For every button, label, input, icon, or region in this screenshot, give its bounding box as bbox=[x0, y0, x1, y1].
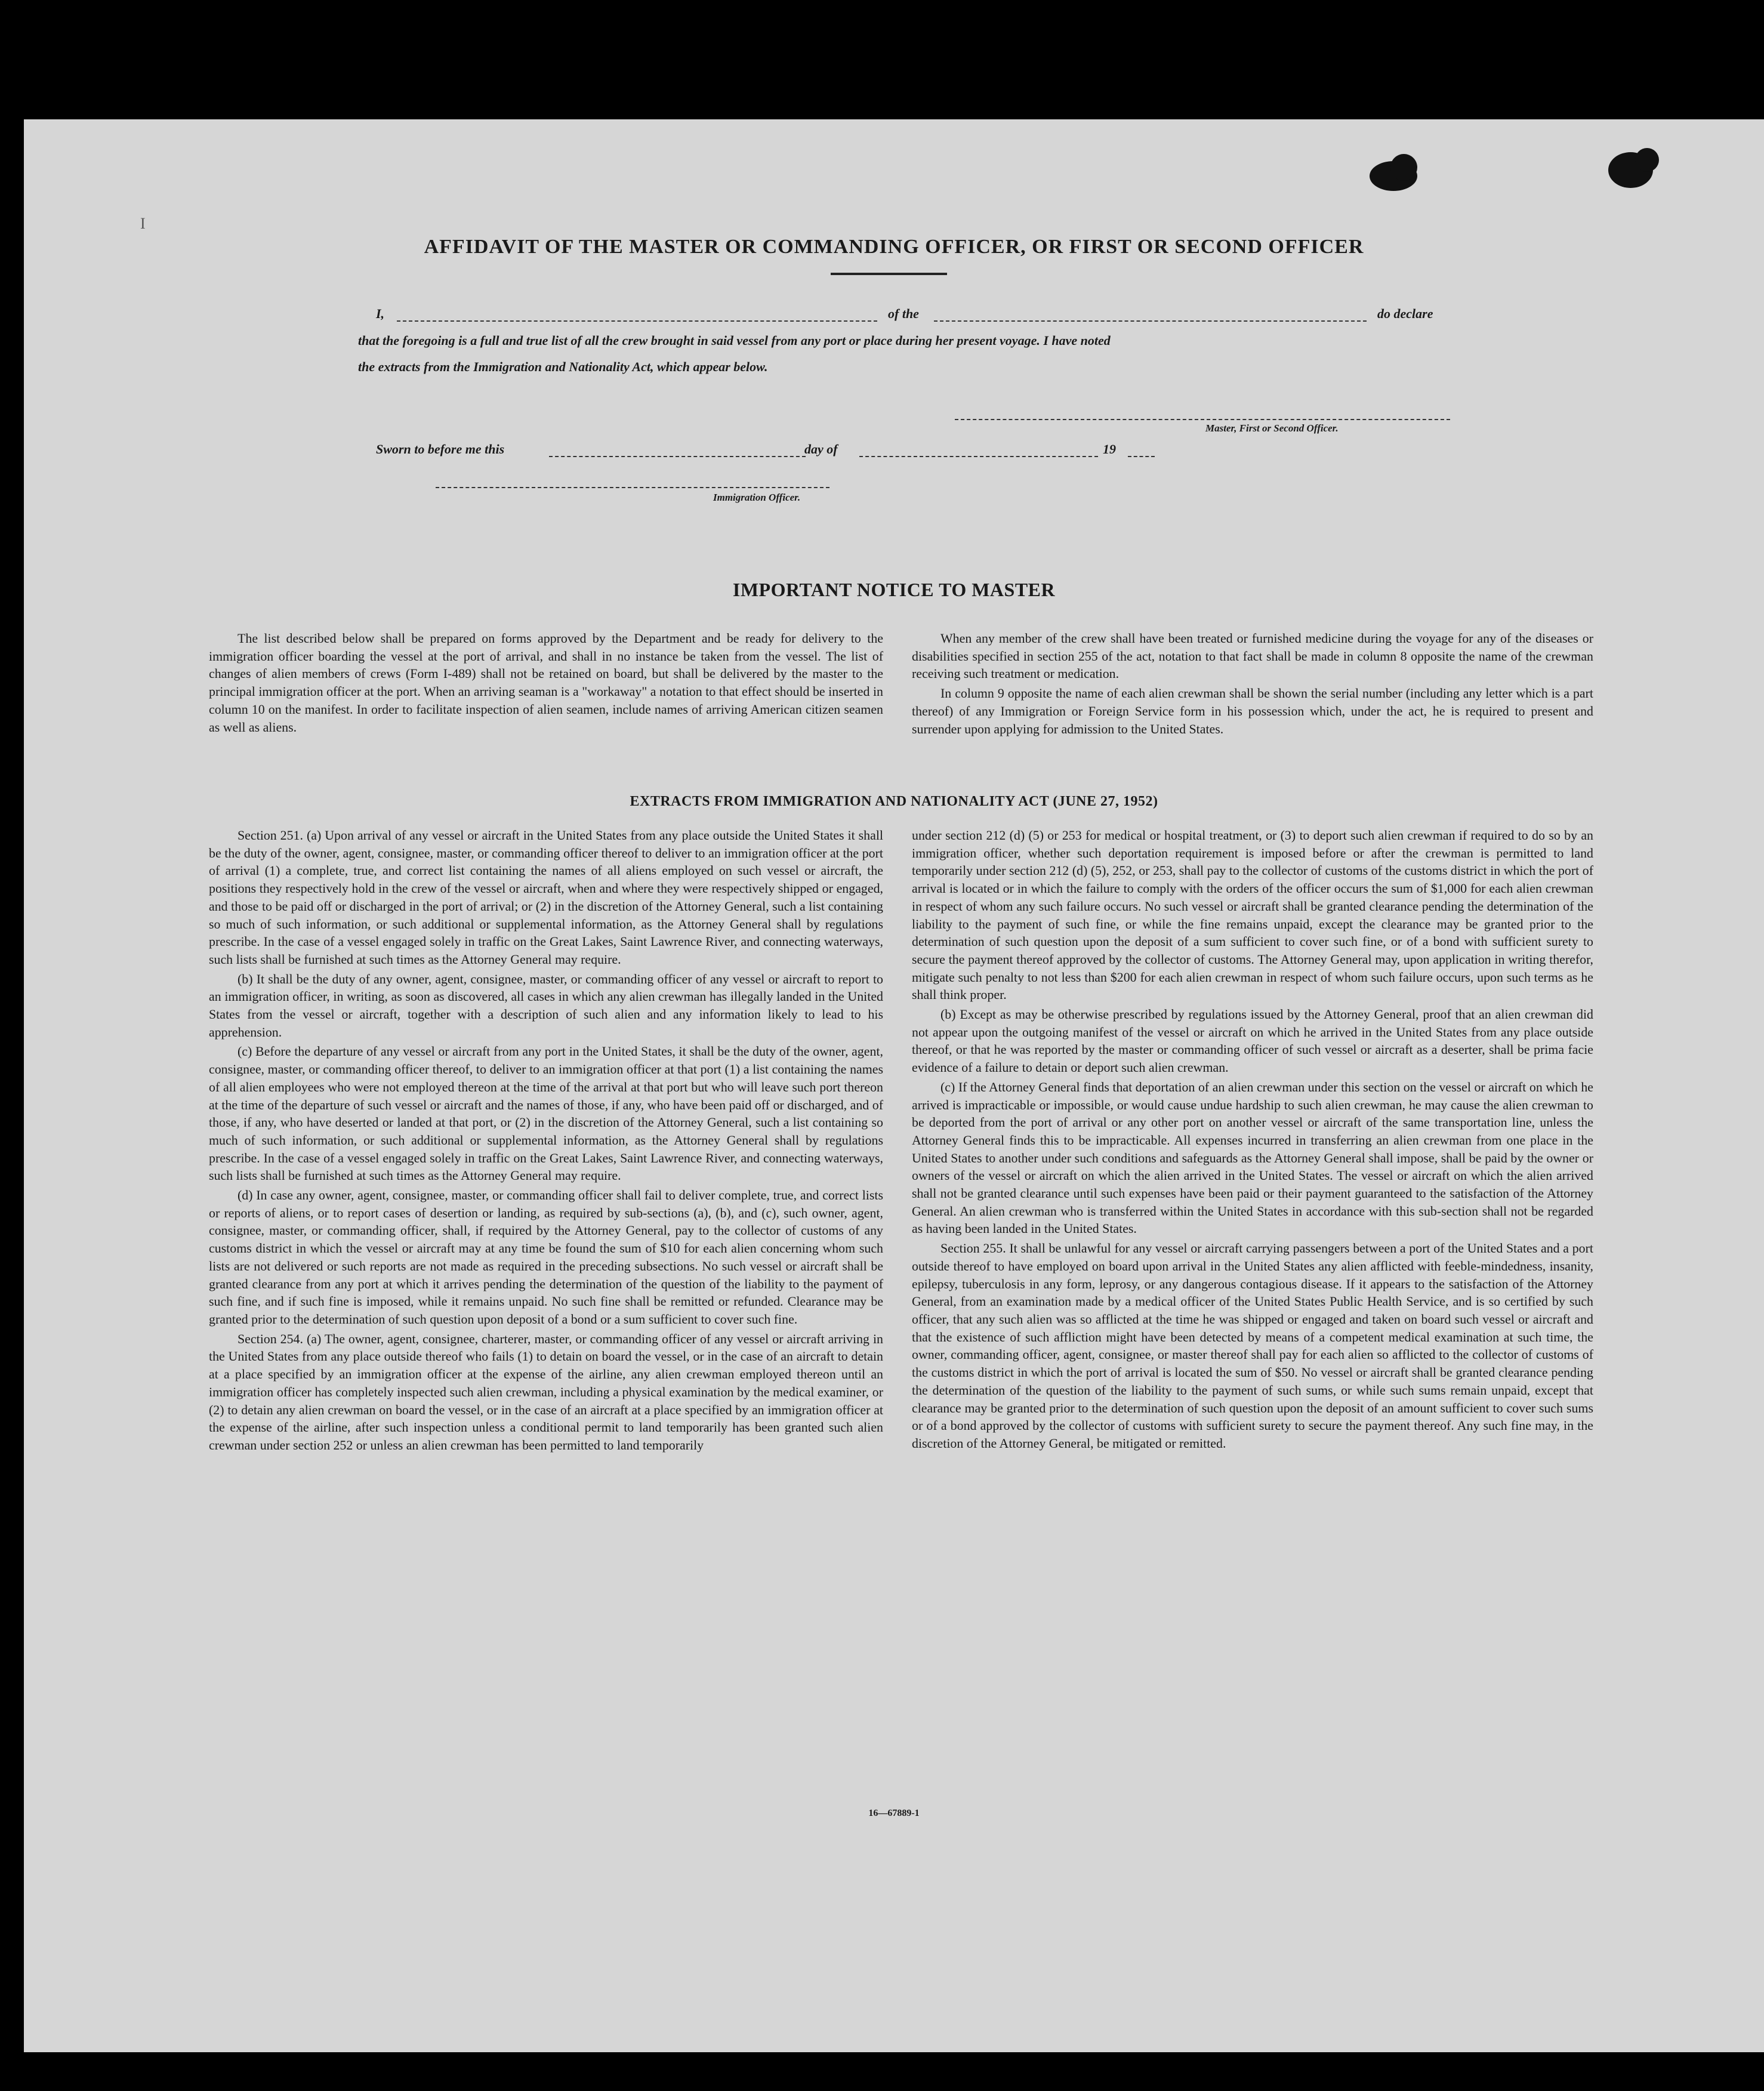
ink-blot bbox=[1390, 154, 1417, 181]
notice-paragraph: In column 9 opposite the name of each alien crewman shall be shown the serial number (including any letter which is a part thereof) of any Immigration or Foreign Service form in his possession which, under the act, he is required to present and surrender upon applying for admission to the United States. bbox=[912, 686, 1593, 736]
extract-paragraph: (c) If the Attorney General finds that deportation of an alien crewman under this section on the vessel or aircraft on which he arrived is impracticable or impossible, or would cause undue hardship to such alien crewman, he may cause the alien crewman to be deported from the port of arrival or any other port on another vessel or aircraft of the same transportation line, unless the Attorney General finds this to be impracticable. All expenses incurred in transferring an alien crewman from one place in the United States to another under such conditions and safeguards as the Attorney General shall impose, shall be paid by the owner or owners of the vessel or aircraft on which the alien arrived in the United States. The vessel or aircraft on which the alien arrived shall not be granted clearance until such expenses have been paid or their payment guaranteed to the satisfaction of the Attorney General. An alien crewman who is transferred within the United States in accordance with this sub-section shall not be regarded as having been landed in the United States. bbox=[912, 1079, 1593, 1236]
document-page bbox=[24, 119, 1764, 2052]
sworn-month-field[interactable] bbox=[859, 456, 1098, 457]
day-of-label: day of bbox=[804, 442, 838, 457]
extract-paragraph: (d) In case any owner, agent, consignee, master, or commanding officer shall fail to deliver complete, true, and correct lists or reports of aliens, or to report cases of desertion or landing, as required by sub-sections (a), (b), and (c), such owner, agent, consignee, master, or commanding officer, shall, if required by the Attorney General, pay to the collector of customs of any customs district in which the vessel or aircraft may at any time be found the sum of $10 for each alien concerning whom such lists are not delivered or such reports are not made as required in the preceding subsections. No such vessel or aircraft shall be granted clearance from any port at which it arrives pending the determination of the question of the liability to the payment of such fine, and if such fine is imposed, while it remains unpaid. No such fine shall be remitted or refunded. Clearance may be granted prior to the determination of such question upon deposit of a bond or a sum sufficient to cover such fine. bbox=[209, 1188, 883, 1327]
notice-title: IMPORTANT NOTICE TO MASTER bbox=[732, 579, 1056, 600]
extract-paragraph: (c) Before the departure of any vessel or aircraft from any port in the United States, it shall be the duty of the owner, agent, consignee, master, or commanding officer thereof, to deliver to an immigration officer at that port (1) a list containing the names of all alien employees who were not employed thereon at the time of the arrival at that port but who will leave such port thereon at the time of the departure of such vessel or aircraft and the names of those, if any, who have been paid off or discharged, and of those, if any, who have deserted or landed at that port, or (2) in the discretion of the Attorney General, such a list containing so much of such information, or such additional or supplemental information, as the Attorney General shall by regulations prescribe. In the case of a vessel engaged solely in traffic on the Great Lakes, Saint Lawrence River, and connecting waterways, such lists shall be furnished at such times as the Attorney General may require. bbox=[209, 1044, 883, 1183]
declaration-line-3: the extracts from the Immigration and Nationality Act, which appear below. bbox=[358, 359, 768, 374]
year-label: 19 bbox=[1103, 442, 1116, 457]
form-number: 16—67889-1 bbox=[868, 1808, 920, 1818]
declarant-name-field[interactable] bbox=[397, 320, 877, 322]
notice-paragraph: When any member of the crew shall have been treated or furnished medicine during the voyage for any of the diseases or disabilities specified in section 255 of the act, notation to that fact shall be made in column 8 opposite the name of the crewman receiving such treatment or medication. bbox=[912, 631, 1593, 681]
notice-left-column bbox=[209, 630, 883, 738]
affidavit-title: AFFIDAVIT OF THE MASTER OR COMMANDING OFFICER, OR FIRST OR SECOND OFFICER bbox=[424, 236, 1364, 258]
notice-paragraph: The list described below shall be prepared on forms approved by the Department and be ready for delivery to the immigration officer boarding the vessel at the port of arrival, and shall in no instance be taken from the vessel. The list of changes of alien members of crews (Form I-489) shall not be retained on board, but shall be delivered by the master to the principal immigration officer at the port. When an arriving seaman is a "workaway" a notation to that effect should be inserted in column 10 on the manifest. In order to facilitate inspection of alien seamen, include names of arriving American citizen seamen as well as aliens. bbox=[209, 631, 883, 735]
master-signature-field[interactable] bbox=[955, 419, 1450, 420]
extract-paragraph-continued: under section 212 (d) (5) or 253 for medical or hospital treatment, or (3) to deport such alien crewman if required to do so by an immigration officer, whether such deportation requirement is imposed before or after the crewman is permitted to land temporarily under section 212 (d) (5), 252, or 253, shall pay to the collector of customs of the customs district in which the port of arrival is located or in which the failure to comply with the orders of the officer occurs the sum of $1,000 for each alien crewman in respect of whom any such failure occurs. No such vessel or aircraft shall be granted clearance pending the determination of the liability to the payment of such fine, or while the fine remains unpaid, except the clearance may be granted prior to the determination of such question upon the deposit of a sum sufficient to cover such fine, or of a bond with sufficient surety to secure the payment thereof approved by the collector of customs. The Attorney General may, upon application in writing therefor, mitigate such penalty to not less than $200 for each alien crewman in respect of whom such failure occurs, upon such terms as he shall think proper. bbox=[912, 828, 1593, 1003]
sworn-label: Sworn to before me this bbox=[376, 442, 505, 457]
extracts-title: EXTRACTS FROM IMMIGRATION AND NATIONALITY ACT (JUNE 27, 1952) bbox=[630, 794, 1158, 809]
ink-blot bbox=[1635, 148, 1659, 172]
declaration-do-declare: do declare bbox=[1377, 306, 1433, 321]
declaration-of-the: of the bbox=[888, 306, 919, 321]
vessel-name-field[interactable] bbox=[934, 320, 1367, 322]
declaration-line-2: that the foregoing is a full and true list of all the crew brought in said vessel from any port or place during her present voyage. I have noted bbox=[358, 333, 1111, 348]
extracts-left-column bbox=[209, 826, 883, 1456]
extract-paragraph: Section 255. It shall be unlawful for any vessel or aircraft carrying passengers between a port of the United States and a port outside thereof to have employed on board upon arrival in the United States any alien afflicted with feeble-mindedness, insanity, epilepsy, tuberculosis in any form, leprosy, or any dangerous contagious disease. If it appears to the satisfaction of the Attorney General, from an examination made by a medical officer of the United States Public Health Service, and is so certified by such officer, that any such alien was so afflicted at the time he was shipped or engaged and taken on board such vessel or aircraft and that the existence of such affliction might have been detected by means of a competent medical examination at such time, the owner, commanding officer, agent, consignee, or master thereof shall pay for each alien so afflicted to the collector of customs of the customs district in which the port of arrival is located the sum of $50. No vessel or aircraft shall be granted clearance pending the determination of the question of the liability to the payment of such sums, or while such sums remain unpaid, except that clearance may be granted prior to the determination of such question upon the deposit of an amount sufficient to cover such sums or of a bond approved by the collector of customs with sufficient surety to secure the payment thereof. Any such fine may, in the discretion of the Attorney General, be mitigated or remitted. bbox=[912, 1241, 1593, 1451]
extract-paragraph: (b) Except as may be otherwise prescribed by regulations issued by the Attorney General, proof that an alien crewman did not appear upon the outgoing manifest of the vessel or aircraft on which he arrived in the United States from any place outside thereof, or that he was reported by the master or commanding officer of such vessel or aircraft as a deserter, shall be prima facie evidence of a failure to detain or deport such alien crewman. bbox=[912, 1007, 1593, 1075]
officer-caption: Immigration Officer. bbox=[713, 492, 801, 503]
sworn-year-field[interactable] bbox=[1128, 456, 1155, 457]
extract-paragraph: Section 251. (a) Upon arrival of any vessel or aircraft in the United States from any place outside the United States it shall be the duty of the owner, agent, consignee, master, or commanding officer thereof to deliver to an immigration officer at the port of arrival (1) a complete, true, and correct list containing the names of all aliens employed on such vessel or aircraft, the positions they respectively hold in the crew of the vessel or aircraft, when and where they were respectively shipped or engaged, and those to be paid off or discharged in the port of arrival; or (2) in the discretion of the Attorney General, such a list containing so much of such information, or such additional or supplemental information, as the Attorney General shall by regulations prescribe. In the case of a vessel engaged solely in traffic on the Great Lakes, Saint Lawrence River, and connecting waterways, such lists shall be furnished at such times as the Attorney General may require. bbox=[209, 828, 883, 967]
notice-right-column bbox=[912, 630, 1593, 739]
sworn-date-field[interactable] bbox=[549, 456, 806, 457]
extract-paragraph: Section 254. (a) The owner, agent, consignee, charterer, master, or commanding officer of any vessel or aircraft arriving in the United States from any place outside thereof who fails (1) to detain on board the vessel, or in the case of an aircraft to detain at a place specified by an immigration officer at the expense of the airline, any alien crewman employed thereon until an immigration officer has completely inspected such alien crewman, including a physical examination by the medical examiner, or (2) to detain any alien crewman on board the vessel, or in the case of an aircraft at a place specified by an immigration officer at the expense of the airline, after such inspection unless a conditional permit to land temporarily has been granted such alien crewman under section 252 or unless an alien crewman has been permitted to land temporarily bbox=[209, 1331, 883, 1452]
title-rule bbox=[831, 273, 947, 275]
extract-paragraph: (b) It shall be the duty of any owner, agent, consignee, master, or commanding officer of any vessel or aircraft to report to an immigration officer, in writing, as soon as discovered, all cases in which any alien crewman has illegally landed in the United States from the vessel or aircraft, together with a description of such alien and any information likely to lead to his apprehension. bbox=[209, 971, 883, 1040]
declaration-i: I, bbox=[376, 306, 385, 321]
master-caption: Master, First or Second Officer. bbox=[1205, 422, 1339, 434]
margin-mark: I bbox=[140, 215, 146, 232]
extracts-right-column bbox=[912, 826, 1593, 1454]
immigration-officer-signature-field[interactable] bbox=[436, 487, 829, 488]
